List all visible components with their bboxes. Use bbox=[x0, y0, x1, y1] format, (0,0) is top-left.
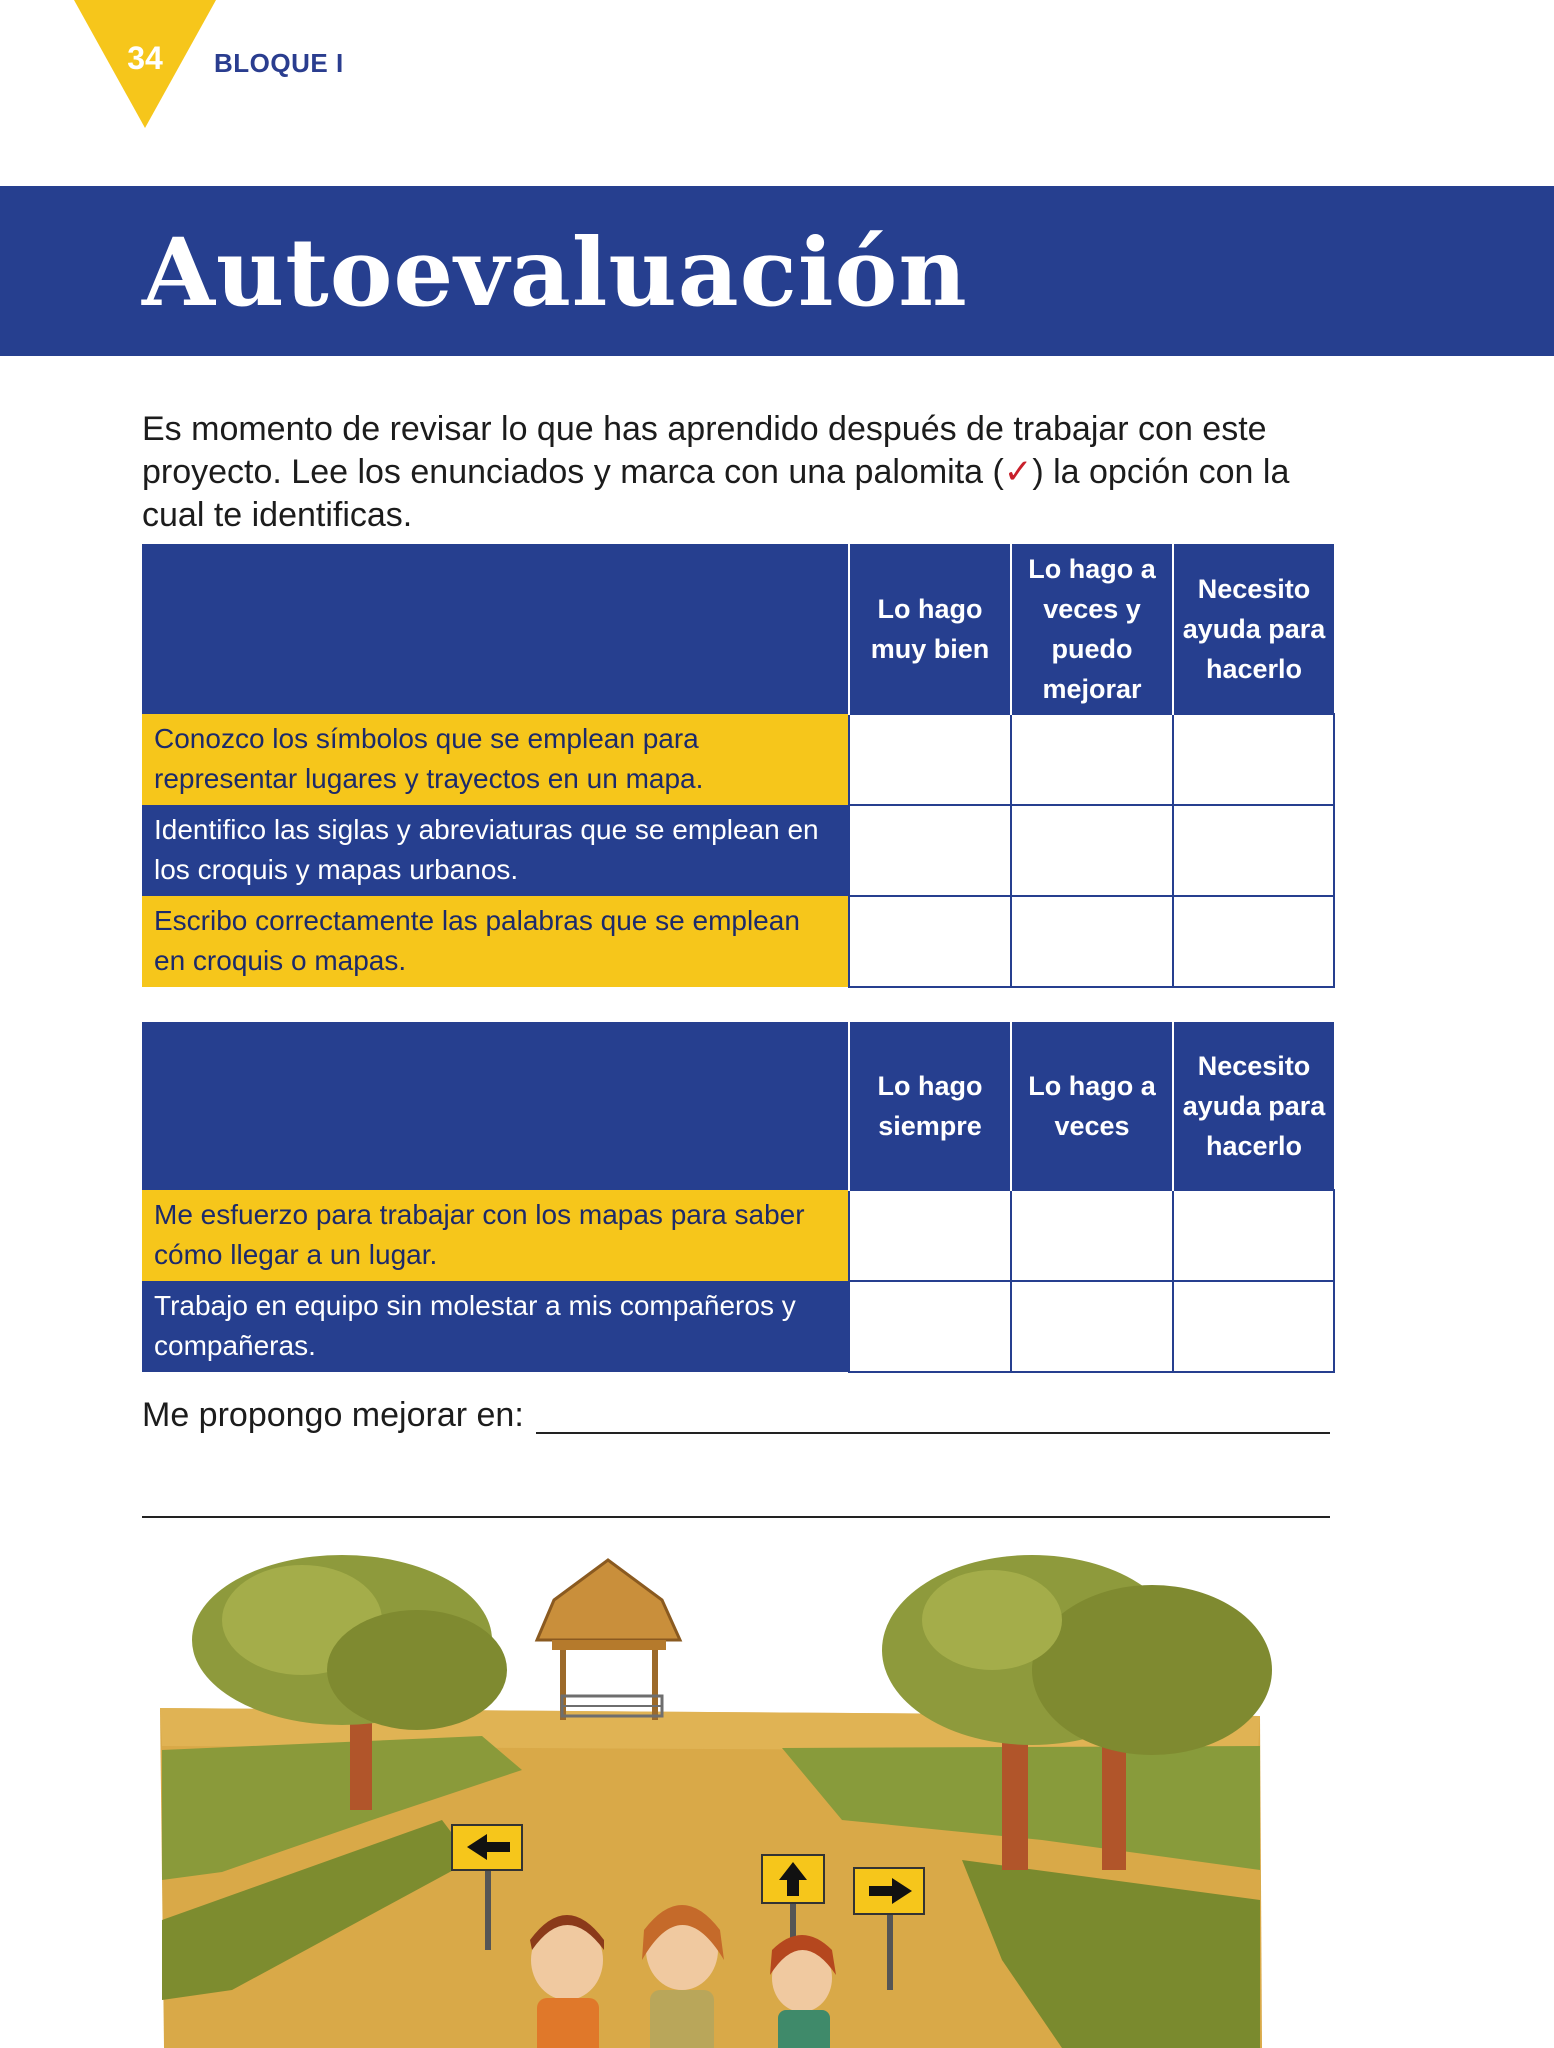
self-eval-table-2 bbox=[142, 1022, 1335, 1373]
table-row bbox=[142, 896, 1334, 987]
check-cell[interactable] bbox=[1173, 896, 1334, 987]
statement-cell: Escribo correctamente las palabras que se emplean en croquis o mapas. bbox=[142, 896, 849, 987]
check-cell[interactable] bbox=[1011, 714, 1173, 805]
statement-cell: Trabajo en equipo sin molestar a mis compañeros y compañeras. bbox=[142, 1281, 849, 1372]
check-mark-icon: ✓ bbox=[1003, 453, 1033, 491]
child-left-icon bbox=[530, 1915, 604, 2048]
check-cell[interactable] bbox=[1173, 1190, 1334, 1281]
col-header: Lo hago muy bien bbox=[849, 544, 1011, 714]
check-cell[interactable] bbox=[1173, 805, 1334, 896]
park-illustration-icon bbox=[142, 1520, 1292, 2048]
check-cell[interactable] bbox=[849, 805, 1011, 896]
check-cell[interactable] bbox=[849, 896, 1011, 987]
page-title: Autoevaluación bbox=[142, 218, 968, 328]
answer-line-2[interactable] bbox=[142, 1516, 1330, 1518]
col-header: Lo hago a veces y puedo mejorar bbox=[1011, 544, 1173, 714]
col-header: Lo hago a veces bbox=[1011, 1022, 1173, 1190]
table-row bbox=[142, 1281, 1334, 1372]
answer-line-1[interactable] bbox=[536, 1432, 1330, 1434]
page-number: 34 bbox=[127, 40, 163, 76]
child-right-icon bbox=[770, 1935, 836, 2048]
block-label: BLOQUE I bbox=[214, 48, 344, 78]
table-row bbox=[142, 714, 1334, 805]
check-cell[interactable] bbox=[849, 1190, 1011, 1281]
check-cell[interactable] bbox=[849, 714, 1011, 805]
check-cell[interactable] bbox=[1011, 805, 1173, 896]
title-band bbox=[0, 186, 1554, 356]
table-corner bbox=[142, 1022, 849, 1190]
table-row bbox=[142, 1190, 1334, 1281]
check-cell[interactable] bbox=[1011, 1190, 1173, 1281]
statement-cell: Conozco los símbolos que se emplean para representar lugares y trayectos en un mapa. bbox=[142, 714, 849, 805]
table-corner bbox=[142, 544, 849, 714]
gazebo-icon bbox=[537, 1560, 680, 1720]
statement-cell: Identifico las siglas y abreviaturas que se emplean en los croquis y mapas urbanos. bbox=[142, 805, 849, 896]
check-cell[interactable] bbox=[1011, 896, 1173, 987]
col-header: Lo hago siempre bbox=[849, 1022, 1011, 1190]
table-row bbox=[142, 805, 1334, 896]
intro-text-end: ) la opción con la cual te identificas. bbox=[142, 453, 1290, 534]
check-cell[interactable] bbox=[1173, 1281, 1334, 1372]
check-cell[interactable] bbox=[1173, 714, 1334, 805]
self-eval-table-1 bbox=[142, 544, 1335, 988]
col-header: Necesito ayuda para hacerlo bbox=[1173, 544, 1334, 714]
intro-paragraph bbox=[142, 408, 1342, 537]
statement-cell: Me esfuerzo para trabajar con los mapas para saber cómo llegar a un lugar. bbox=[142, 1190, 849, 1281]
col-header: Necesito ayuda para hacerlo bbox=[1173, 1022, 1334, 1190]
check-cell[interactable] bbox=[1011, 1281, 1173, 1372]
check-cell[interactable] bbox=[849, 1281, 1011, 1372]
propose-label: Me propongo mejorar en: bbox=[142, 1396, 524, 1434]
intro-text-start: Es momento de revisar lo que has aprendido después de trabajar con este proyecto. Lee los enunciados y marca con una palomita ( bbox=[142, 410, 1267, 491]
